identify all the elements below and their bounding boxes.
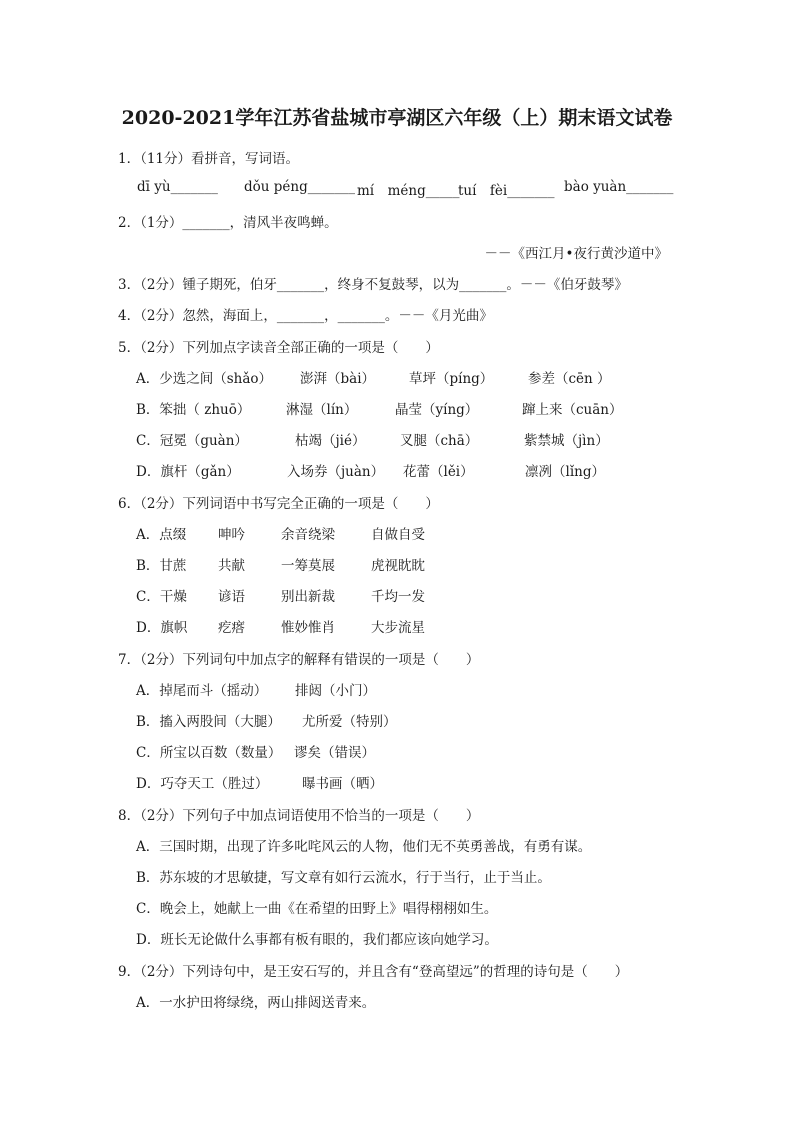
option-a-cell: A．掉尾而斗（摇动）	[136, 683, 268, 699]
option-a-cell: 余音绕梁	[281, 527, 335, 543]
option-a-cell: 澎湃（bài）	[300, 371, 376, 387]
option-a-cell: A．少选之间（shǎo）	[136, 371, 273, 387]
option-d: D．班长无论做什么事都有板有眼的，我们都应该向她学习。	[136, 932, 498, 948]
pinyin-item: dī yù_______	[137, 179, 218, 195]
option-c-cell: 千均一发	[371, 589, 425, 605]
option-a: A．一水护田将绿绕，两山排闼送青来。	[136, 995, 376, 1011]
option-d-cell: 疙瘩	[218, 620, 245, 636]
question-2-stem: 2．（1分）_______，清风半夜鸣蝉。	[118, 215, 338, 231]
option-d-cell: 花蕾（lěi）	[403, 464, 474, 480]
option-d-cell: 入场券（juàn）	[287, 464, 385, 480]
option-a-cell: 呻吟	[218, 527, 245, 543]
option-b-cell: 一筹莫展	[281, 558, 335, 574]
option-b-cell: 尤所爱（特别）	[302, 714, 397, 730]
option-c-cell: 谬矣（错误）	[294, 745, 375, 761]
option-c-cell: 枯竭（jié）	[295, 433, 366, 449]
pinyin-item: tuí fèi_______	[458, 183, 555, 199]
option-c-cell: 叉腿（chā）	[400, 433, 479, 449]
option-b-cell: 淋湿（lín）	[286, 402, 358, 418]
option-b-cell: 共献	[218, 558, 245, 574]
option-c-cell: 紫禁城（jìn）	[524, 433, 609, 449]
option-d-cell: D．旗帜	[136, 620, 188, 636]
option-d-cell: D．巧夺天工（胜过）	[136, 776, 269, 792]
pinyin-item: bào yuàn_______	[564, 179, 674, 195]
question-3-stem: 3．（2分）锺子期死，伯牙_______，终身不复鼓琴，以为_______。－－《伯牙鼓琴》	[118, 277, 628, 293]
exam-title: 2020-2021学年江苏省盐城市亭湖区六年级（上）期末语文试卷	[121, 107, 673, 129]
option-a-cell: 草坪（píng）	[409, 371, 494, 387]
option-d-cell: 凛冽（lǐng）	[525, 464, 605, 480]
option-a-cell: A．点缀	[136, 527, 187, 543]
option-a: A．三国时期，出现了许多叱咤风云的人物，他们无不英勇善战，有勇有谋。	[136, 839, 592, 855]
option-d-cell: 曝书画（晒）	[302, 776, 383, 792]
option-c-cell: C．所宝以百数（数量）	[136, 745, 282, 761]
option-c-cell: 谚语	[218, 589, 245, 605]
option-c: C．晚会上，她献上一曲《在希望的田野上》唱得栩栩如生。	[136, 901, 498, 917]
option-c-cell: C．冠冕（guàn）	[136, 433, 248, 449]
option-b-cell: B．搐入两股间（大腿）	[136, 714, 281, 730]
option-d-cell: 惟妙惟肖	[281, 620, 335, 636]
poem-source: －－《西江月•夜行黄沙道中》	[484, 246, 668, 262]
pinyin-item: dǒu péng_______	[244, 179, 355, 195]
option-a-cell: 参差（cēn ）	[528, 371, 611, 387]
option-b-cell: B．甘蔗	[136, 558, 187, 574]
question-4-stem: 4．（2分）忽然，海面上，_______，_______。－－《月光曲》	[118, 308, 493, 324]
option-a-cell: 自做自受	[371, 527, 425, 543]
option-d-cell: 大步流星	[371, 620, 425, 636]
option-c-cell: 别出新裁	[281, 589, 335, 605]
question-9-stem: 9．（2分）下列诗句中，是王安石写的，并且含有“登高望远”的哲理的诗句是（ ）	[118, 964, 629, 980]
pinyin-item: mí méng_____	[357, 183, 460, 199]
option-a-cell: 排闼（小门）	[295, 683, 376, 699]
option-b: B．苏东坡的才思敏捷，写文章有如行云流水，行于当行，止于当止。	[136, 870, 551, 886]
option-c-cell: C．干燥	[136, 589, 187, 605]
question-8-stem: 8．（2分）下列句子中加点词语使用不恰当的一项是（ ）	[118, 808, 480, 824]
option-b-cell: 蹿上来（cuān）	[522, 402, 623, 418]
option-b-cell: B．笨拙（ zhuō）	[136, 402, 251, 418]
option-b-cell: 晶莹（yíng）	[395, 402, 479, 418]
question-1-stem: 1．（11分）看拼音，写词语。	[118, 151, 300, 167]
question-7-stem: 7．（2分）下列词句中加点字的解释有错误的一项是（ ）	[118, 652, 480, 668]
option-d-cell: D．旗杆（gǎn）	[136, 464, 240, 480]
option-b-cell: 虎视眈眈	[371, 558, 425, 574]
question-6-stem: 6．（2分）下列词语中书写完全正确的一项是（ ）	[118, 496, 439, 512]
question-5-stem: 5．（2分）下列加点字读音全部正确的一项是（ ）	[118, 340, 439, 356]
